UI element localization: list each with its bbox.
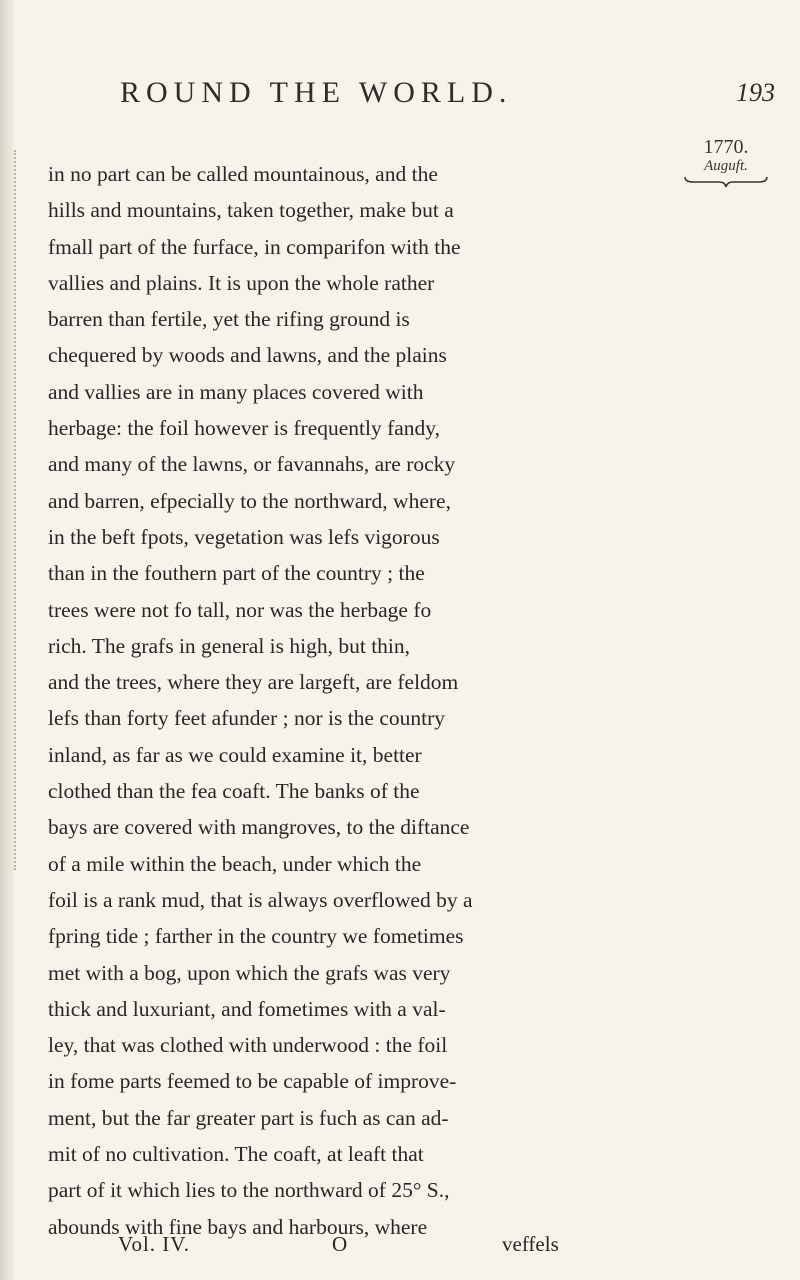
text-line: ment, but the far greater part is fuch as can ad- bbox=[48, 1105, 449, 1130]
page-footer bbox=[118, 1232, 638, 1262]
text-line: and the trees, where they are largeft, are feldom bbox=[48, 670, 459, 695]
page-number: 193 bbox=[736, 78, 775, 107]
book-gutter-edge bbox=[0, 0, 14, 1280]
margin-note bbox=[676, 136, 776, 188]
text-line: of a mile within the beach, under which the bbox=[48, 851, 422, 876]
text-line: than in the fouthern part of the country ; the bbox=[48, 561, 425, 586]
text-line: and barren, efpecially to the northward, where, bbox=[48, 488, 451, 513]
text-line: trees were not fo tall, nor was the herbage fo bbox=[48, 597, 432, 622]
text-line: mit of no cultivation. The coaft, at leaft that bbox=[48, 1142, 424, 1167]
text-line: ley, that was clothed with underwood : the foil bbox=[48, 1033, 448, 1058]
text-line: in no part can be called mountainous, and the bbox=[48, 162, 438, 186]
text-line: barren than fertile, yet the rifing ground is bbox=[48, 307, 410, 332]
margin-note-month: Auguft. bbox=[704, 158, 748, 174]
text-line: foil is a rank mud, that is always overflowed by a bbox=[48, 887, 473, 912]
text-line: chequered by woods and lawns, and the plains bbox=[48, 343, 447, 368]
text-line: in the beft fpots, vegetation was lefs vigorous bbox=[48, 524, 440, 549]
text-line: herbage: the foil however is frequently fandy, bbox=[48, 416, 441, 441]
text-line: met with a bog, upon which the grafs was very bbox=[48, 960, 451, 985]
text-line: inland, as far as we could examine it, better bbox=[48, 742, 422, 767]
running-head: ROUND THE WORLD. bbox=[120, 76, 513, 109]
text-line: thick and luxuriant, and fometimes with a val- bbox=[48, 996, 446, 1021]
text-line: fpring tide ; farther in the country we fometimes bbox=[48, 924, 464, 949]
text-line: hills and mountains, taken together, make but a bbox=[48, 198, 454, 223]
text-line: clothed than the fea coaft. The banks of the bbox=[48, 779, 420, 804]
binding-marks bbox=[14, 150, 22, 870]
text-line: and many of the lawns, or favannahs, are rocky bbox=[48, 452, 456, 477]
text-line: fmall part of the furface, in comparifon with the bbox=[48, 234, 461, 259]
text-line: bays are covered with mangroves, to the diftance bbox=[48, 815, 470, 840]
text-line: part of it which lies to the northward of 25° S., bbox=[48, 1178, 450, 1203]
body-text bbox=[48, 156, 648, 1245]
text-line: rich. The grafs in general is high, but thin, bbox=[48, 633, 411, 658]
signature-letter: O bbox=[332, 1232, 348, 1256]
text-line: in fome parts feemed to be capable of improve- bbox=[48, 1069, 457, 1094]
text-line: lefs than forty feet afunder ; nor is the country bbox=[48, 706, 446, 731]
text-line: abounds with fine bays and harbours, where bbox=[48, 1214, 428, 1239]
text-line: and vallies are in many places covered with bbox=[48, 379, 424, 404]
catchword: veffels bbox=[502, 1232, 559, 1256]
signature-volume: Vol. IV. bbox=[118, 1232, 190, 1256]
text-line: vallies and plains. It is upon the whole rather bbox=[48, 270, 435, 295]
margin-note-year: 1770. bbox=[703, 136, 749, 158]
curly-brace-icon bbox=[683, 176, 769, 188]
